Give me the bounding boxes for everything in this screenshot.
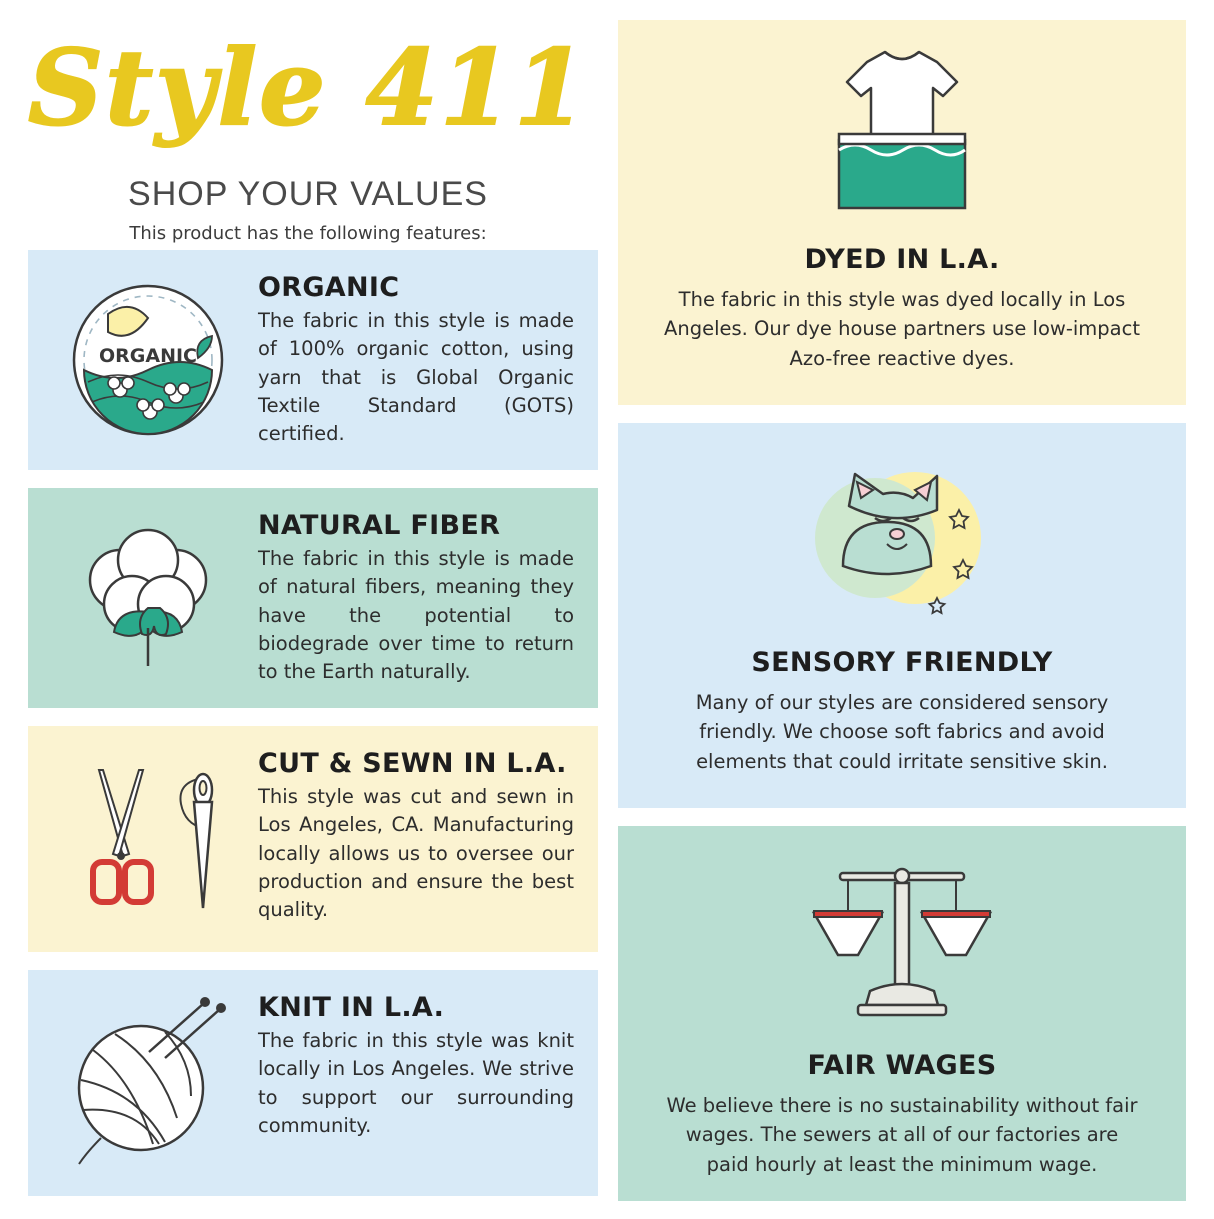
organic-badge-text: ORGANIC [99, 345, 197, 367]
feature-card-fair-wages [618, 826, 1186, 1201]
cotton-boll-icon [38, 508, 258, 688]
feature-text [258, 268, 584, 448]
feature-body: The fabric in this style was dyed locally in Los Angeles. Our dye house partners use low-impact Azo-free reactive dyes. [664, 288, 1140, 370]
feature-body: The fabric in this style is made of 100% organic cotton, using yarn that is Global Organic Textile Standard (GOTS) certified. [258, 309, 574, 446]
feature-title: FAIR WAGES [807, 1050, 997, 1081]
feature-card-organic [28, 250, 598, 470]
feature-card-sensory [618, 423, 1186, 808]
feature-title: SENSORY FRIENDLY [751, 647, 1053, 678]
feature-title: DYED IN L.A. [804, 244, 1000, 275]
tshirt-dye-vat-icon [648, 38, 1156, 238]
feature-title: ORGANIC [258, 272, 400, 303]
feature-card-dyed [618, 20, 1186, 405]
brand-title: Style 411 [28, 26, 589, 149]
feature-card-knit [28, 970, 598, 1196]
feature-body: Many of our styles are considered sensory friendly. We choose soft fabrics and avoid elements that could irritate sensitive skin. [695, 691, 1109, 773]
feature-card-cut-sewn [28, 726, 598, 952]
right-column [618, 20, 1186, 1219]
feature-title: NATURAL FIBER [258, 510, 501, 541]
left-column [28, 20, 598, 1214]
balance-scale-icon [648, 844, 1156, 1044]
yarn-ball-icon [38, 988, 258, 1178]
scissors-needle-icon [38, 744, 258, 934]
feature-text [258, 988, 584, 1140]
feature-text [258, 744, 584, 924]
feature-body: The fabric in this style is made of natural fibers, meaning they have the potential to biodegrade over time to return to the Earth naturally. [258, 547, 574, 684]
header-block [28, 20, 598, 250]
organic-badge-icon [38, 270, 258, 450]
feature-title: KNIT IN L.A. [258, 992, 445, 1023]
brand-intro: This product has the following features: [129, 223, 487, 244]
feature-body: We believe there is no sustainability without fair wages. The sewers at all of our factories are paid hourly at least the minimum wage. [666, 1094, 1138, 1176]
feature-title: CUT & SEWN IN L.A. [258, 748, 567, 779]
feature-text [258, 506, 584, 686]
feature-card-natural-fiber [28, 488, 598, 708]
feature-body: This style was cut and sewn in Los Angeles, CA. Manufacturing locally allows us to oversee our production and ensure the best quality. [258, 785, 574, 922]
sleeping-cat-moon-icon [648, 441, 1156, 641]
feature-body: The fabric in this style was knit locally in Los Angeles. We strive to support our surrounding community. [258, 1029, 574, 1137]
brand-tagline: SHOP YOUR VALUES [128, 175, 488, 213]
